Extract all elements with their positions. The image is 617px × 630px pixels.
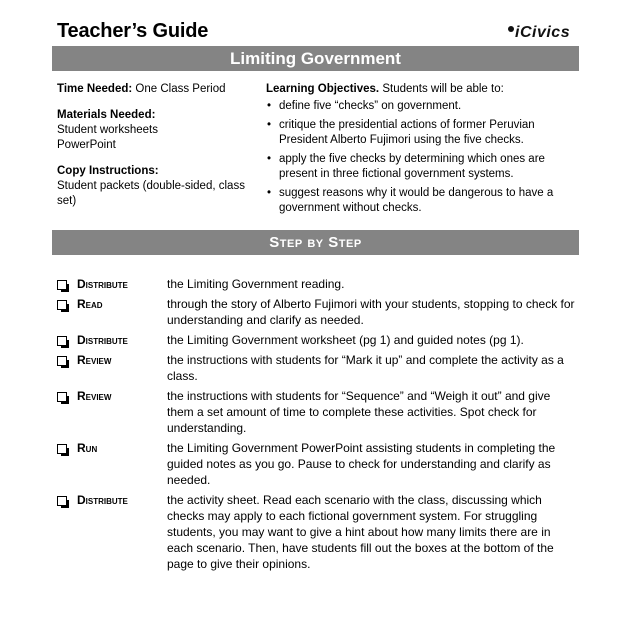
step-text: through the story of Alberto Fujimori with your students, stopping to check for understanding and clarify as needed. <box>167 297 575 327</box>
objectives-list <box>266 99 586 216</box>
step-text: the Limiting Government reading. <box>167 277 345 291</box>
materials-label: Materials Needed: <box>57 109 156 121</box>
checkbox-icon[interactable] <box>57 336 67 346</box>
bullet-icon: • <box>267 153 272 165</box>
materials-needed <box>57 108 257 153</box>
lesson-title-bar: Limiting Government <box>52 46 579 71</box>
copy-value: Student packets (double-sided, class set) <box>57 180 245 207</box>
step-item <box>57 440 577 488</box>
step-text: the Limiting Government PowerPoint assisting students in completing the guided notes as you go. Pause to check for understanding and clarify as needed. <box>167 441 556 487</box>
objectives-intro: Students will be able to: <box>382 83 504 95</box>
checkbox-icon[interactable] <box>57 496 67 506</box>
step-item <box>57 492 577 572</box>
objectives-label: Learning Objectives. <box>266 83 380 95</box>
icivics-logo <box>508 24 570 42</box>
time-needed <box>57 82 257 97</box>
bullet-icon: • <box>267 187 272 199</box>
step-verb: Review <box>77 353 112 367</box>
step-verb: Run <box>77 441 98 455</box>
step-by-step-bar <box>52 230 579 255</box>
step-item <box>57 388 577 436</box>
objective-text: define five “checks” on government. <box>279 100 462 112</box>
steps-list <box>57 276 577 576</box>
lesson-overview <box>57 82 257 220</box>
objective-item <box>266 152 586 182</box>
time-needed-label: Time Needed: <box>57 83 133 95</box>
checkbox-icon[interactable] <box>57 300 67 310</box>
materials-item: PowerPoint <box>57 139 116 151</box>
step-text: the Limiting Government worksheet (pg 1) and guided notes (pg 1). <box>167 333 524 347</box>
checkbox-icon[interactable] <box>57 356 67 366</box>
step-verb: Distribute <box>77 493 128 507</box>
step-verb: Review <box>77 389 112 403</box>
step-text: the instructions with students for “Sequence” and “Weigh it out” and give them a set amount of time to complete these activities. Spot check for understanding. <box>167 389 551 435</box>
learning-objectives <box>266 82 586 220</box>
step-header-text: Step by Step <box>269 234 362 251</box>
objective-text: suggest reasons why it would be dangerous to have a government without checks. <box>279 187 554 214</box>
step-text: the instructions with students for “Mark it up” and complete the activity as a class. <box>167 353 564 383</box>
logo-text: iCivics <box>515 24 571 41</box>
objective-item <box>266 99 586 114</box>
checkbox-icon[interactable] <box>57 392 67 402</box>
checkbox-icon[interactable] <box>57 444 67 454</box>
page-title: Teacher’s Guide <box>57 20 209 42</box>
step-text: the activity sheet. Read each scenario with the class, discussing which checks may apply to each fictional government system. For struggling students, you may want to give a hint about how many limits there are in each scenario. Then, have students fill out the boxes at the bottom of the page to give their opinions. <box>167 493 554 571</box>
step-item <box>57 332 577 348</box>
copy-instructions <box>57 164 257 209</box>
logo-dot-icon <box>508 26 514 32</box>
step-verb: Distribute <box>77 333 128 347</box>
step-item <box>57 296 577 328</box>
checkbox-icon[interactable] <box>57 280 67 290</box>
time-needed-value: One Class Period <box>135 83 226 95</box>
bullet-icon: • <box>267 100 272 112</box>
step-verb: Distribute <box>77 277 128 291</box>
materials-item: Student worksheets <box>57 124 159 136</box>
copy-label: Copy Instructions: <box>57 165 159 177</box>
objective-text: critique the presidential actions of former Peruvian President Alberto Fujimori using the five checks. <box>279 119 535 146</box>
objective-item <box>266 118 586 148</box>
step-verb: Read <box>77 297 103 311</box>
step-item <box>57 352 577 384</box>
step-item <box>57 276 577 292</box>
objective-item <box>266 186 586 216</box>
bullet-icon: • <box>267 119 272 131</box>
objective-text: apply the five checks by determining which ones are present in three fictional government systems. <box>279 153 545 180</box>
